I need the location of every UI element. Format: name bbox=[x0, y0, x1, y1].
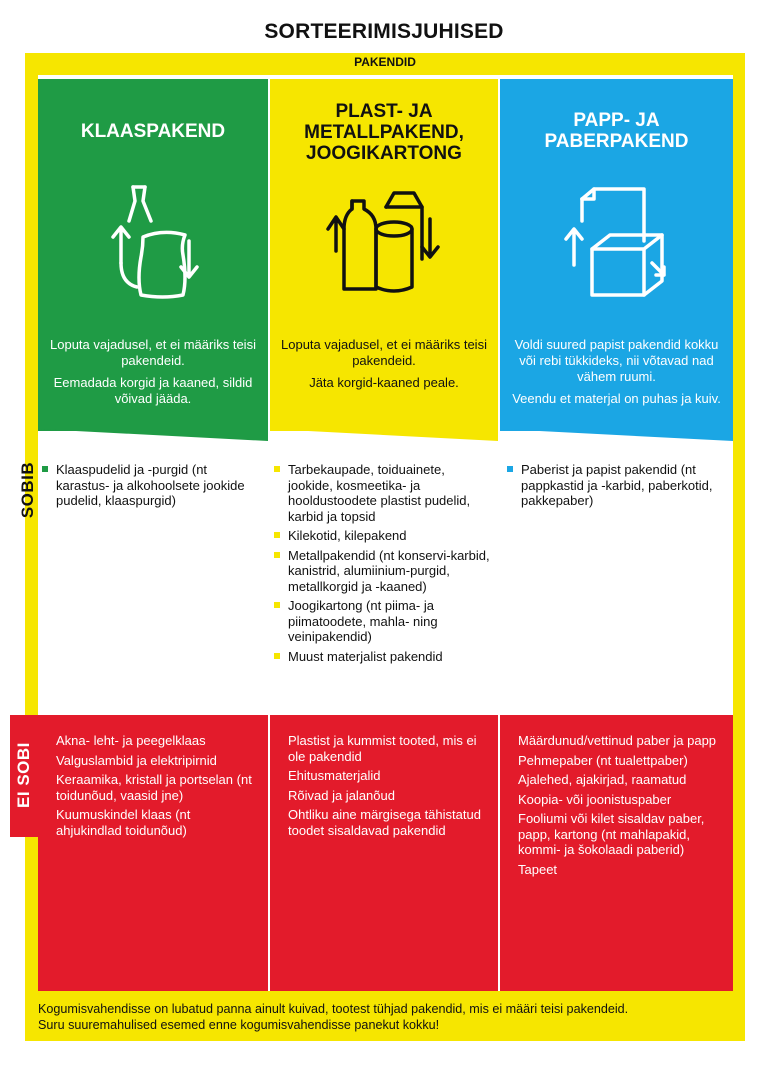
column-glass bbox=[38, 79, 268, 431]
list-item: Koopia- või joonistuspaber bbox=[518, 791, 672, 807]
item-text: Kilekotid, kilepakend bbox=[288, 528, 407, 543]
footer-line: Kogumisvahendisse on lubatud panna ainult kuivad, tootest tühjad pakendid, mis ei määri teisi pakendeid. bbox=[38, 1002, 629, 1016]
item-text: Muust materjalist pakendid bbox=[288, 648, 443, 664]
list-item bbox=[274, 649, 490, 665]
list-item: Valguslambid ja elektripirnid bbox=[56, 752, 217, 768]
column-description bbox=[278, 337, 490, 397]
list-item bbox=[274, 462, 490, 524]
column-description bbox=[508, 337, 725, 413]
sobib-label: SOBIB bbox=[18, 461, 37, 519]
list-item: Ohtliku aine märgisega tähistatud toodet sisaldavad pakendid bbox=[288, 807, 481, 838]
list-item: Määrdunud/vettinud paber ja papp bbox=[518, 733, 717, 748]
list-item: Plastist ja kummist tooted, mis ei ole pakendid bbox=[288, 733, 477, 764]
sobib-glass-list bbox=[42, 462, 262, 513]
item-text: Metallpakendid (nt konservi-karbid, kanistrid, alumiinium-purgid, metallkorgid ja -kaaned) bbox=[288, 547, 490, 594]
ei-sobi-paper bbox=[500, 715, 733, 991]
desc-line: Jäta korgid-kaaned peale. bbox=[309, 375, 459, 390]
list-item bbox=[274, 548, 490, 595]
paper-box-icon bbox=[500, 179, 733, 304]
sobib-plastic-list bbox=[274, 462, 490, 668]
item-text: Klaaspudelid ja -purgid (nt karastus- ja alkohoolsete jookide pudelid, klaaspurgid) bbox=[56, 462, 245, 508]
list-item: Keraamika, kristall ja portselan (nt toidunõud, vaasid jne) bbox=[56, 772, 252, 803]
list-item bbox=[274, 598, 490, 645]
frame-left bbox=[25, 53, 38, 1041]
page-title: SORTEERIMISJUHISED bbox=[264, 20, 504, 43]
glass-bottle-jar-icon bbox=[38, 179, 268, 304]
desc-line: Voldi suured papist pakendid kokku või rebi tükkideks, nii võtavad nad vähem ruumi. bbox=[514, 337, 719, 384]
title-line: PABERPAKEND bbox=[544, 131, 689, 152]
title-line: PLAST- JA bbox=[335, 101, 433, 122]
list-item bbox=[507, 462, 725, 509]
item-text: Joogikartong (nt piima- ja piimatoodete, mahla- ning veinipakendid) bbox=[288, 598, 438, 644]
column-title: KLAASPAKEND bbox=[80, 121, 226, 142]
ei-sobi-label: EI SOBI bbox=[14, 742, 33, 808]
column-title bbox=[270, 101, 498, 164]
list-item: Rõivad ja jalanõud bbox=[288, 787, 395, 803]
list-item: Kuumuskindel klaas (nt ahjukindlad toidunõud) bbox=[56, 807, 191, 838]
list-item: Fooliumi või kilet sisaldav paber, papp, kartong (nt mahlapakid, kommi- ja šokolaadi paberid) bbox=[518, 811, 705, 857]
list-item: Tapeet bbox=[518, 861, 558, 877]
list-item: Akna- leht- ja peegelklaas bbox=[56, 733, 206, 748]
column-title bbox=[500, 110, 733, 152]
list-item bbox=[274, 528, 490, 544]
sobib-paper-list bbox=[507, 462, 725, 513]
ei-sobi-plastic bbox=[270, 715, 498, 991]
ei-sobi-glass bbox=[38, 715, 268, 991]
footer-line: Suru suuremahulised esemed enne kogumisvahendisse panekut kokku! bbox=[38, 1018, 440, 1032]
title-line: PAPP- JA bbox=[573, 110, 660, 131]
list-item: Ajalehed, ajakirjad, raamatud bbox=[518, 772, 687, 787]
item-text: Paberist ja papist pakendid (nt pappkastid ja -karbid, paberkotid, pakkepaber) bbox=[521, 462, 713, 508]
title-line: JOOGIKARTONG bbox=[306, 143, 462, 164]
column-plastic-metal bbox=[270, 79, 498, 431]
footer-note bbox=[38, 1001, 738, 1033]
item-text: Tarbekaupade, toiduainete, jookide, kosmeetika- ja hooldustoodete plastist pudelid, karbid ja topsid bbox=[288, 462, 471, 524]
desc-line: Eemadada korgid ja kaaned, sildid võivad jääda. bbox=[53, 375, 253, 406]
desc-line: Loputa vajadusel, et ei määriks teisi pakendeid. bbox=[281, 337, 487, 368]
section-label: PAKENDID bbox=[354, 55, 416, 69]
list-item: Pehmepaber (nt tualettpaber) bbox=[518, 752, 688, 768]
desc-line: Loputa vajadusel, et ei määriks teisi pakendeid. bbox=[50, 337, 256, 368]
plastic-bottle-can-carton-icon bbox=[270, 179, 498, 304]
frame-right bbox=[733, 53, 745, 1041]
column-paper bbox=[500, 79, 733, 431]
list-item bbox=[42, 462, 262, 509]
title-line: METALLPAKEND, bbox=[304, 122, 464, 143]
column-description bbox=[46, 337, 260, 413]
desc-line: Veendu et materjal on puhas ja kuiv. bbox=[512, 391, 721, 406]
list-item: Ehitusmaterjalid bbox=[288, 768, 381, 783]
